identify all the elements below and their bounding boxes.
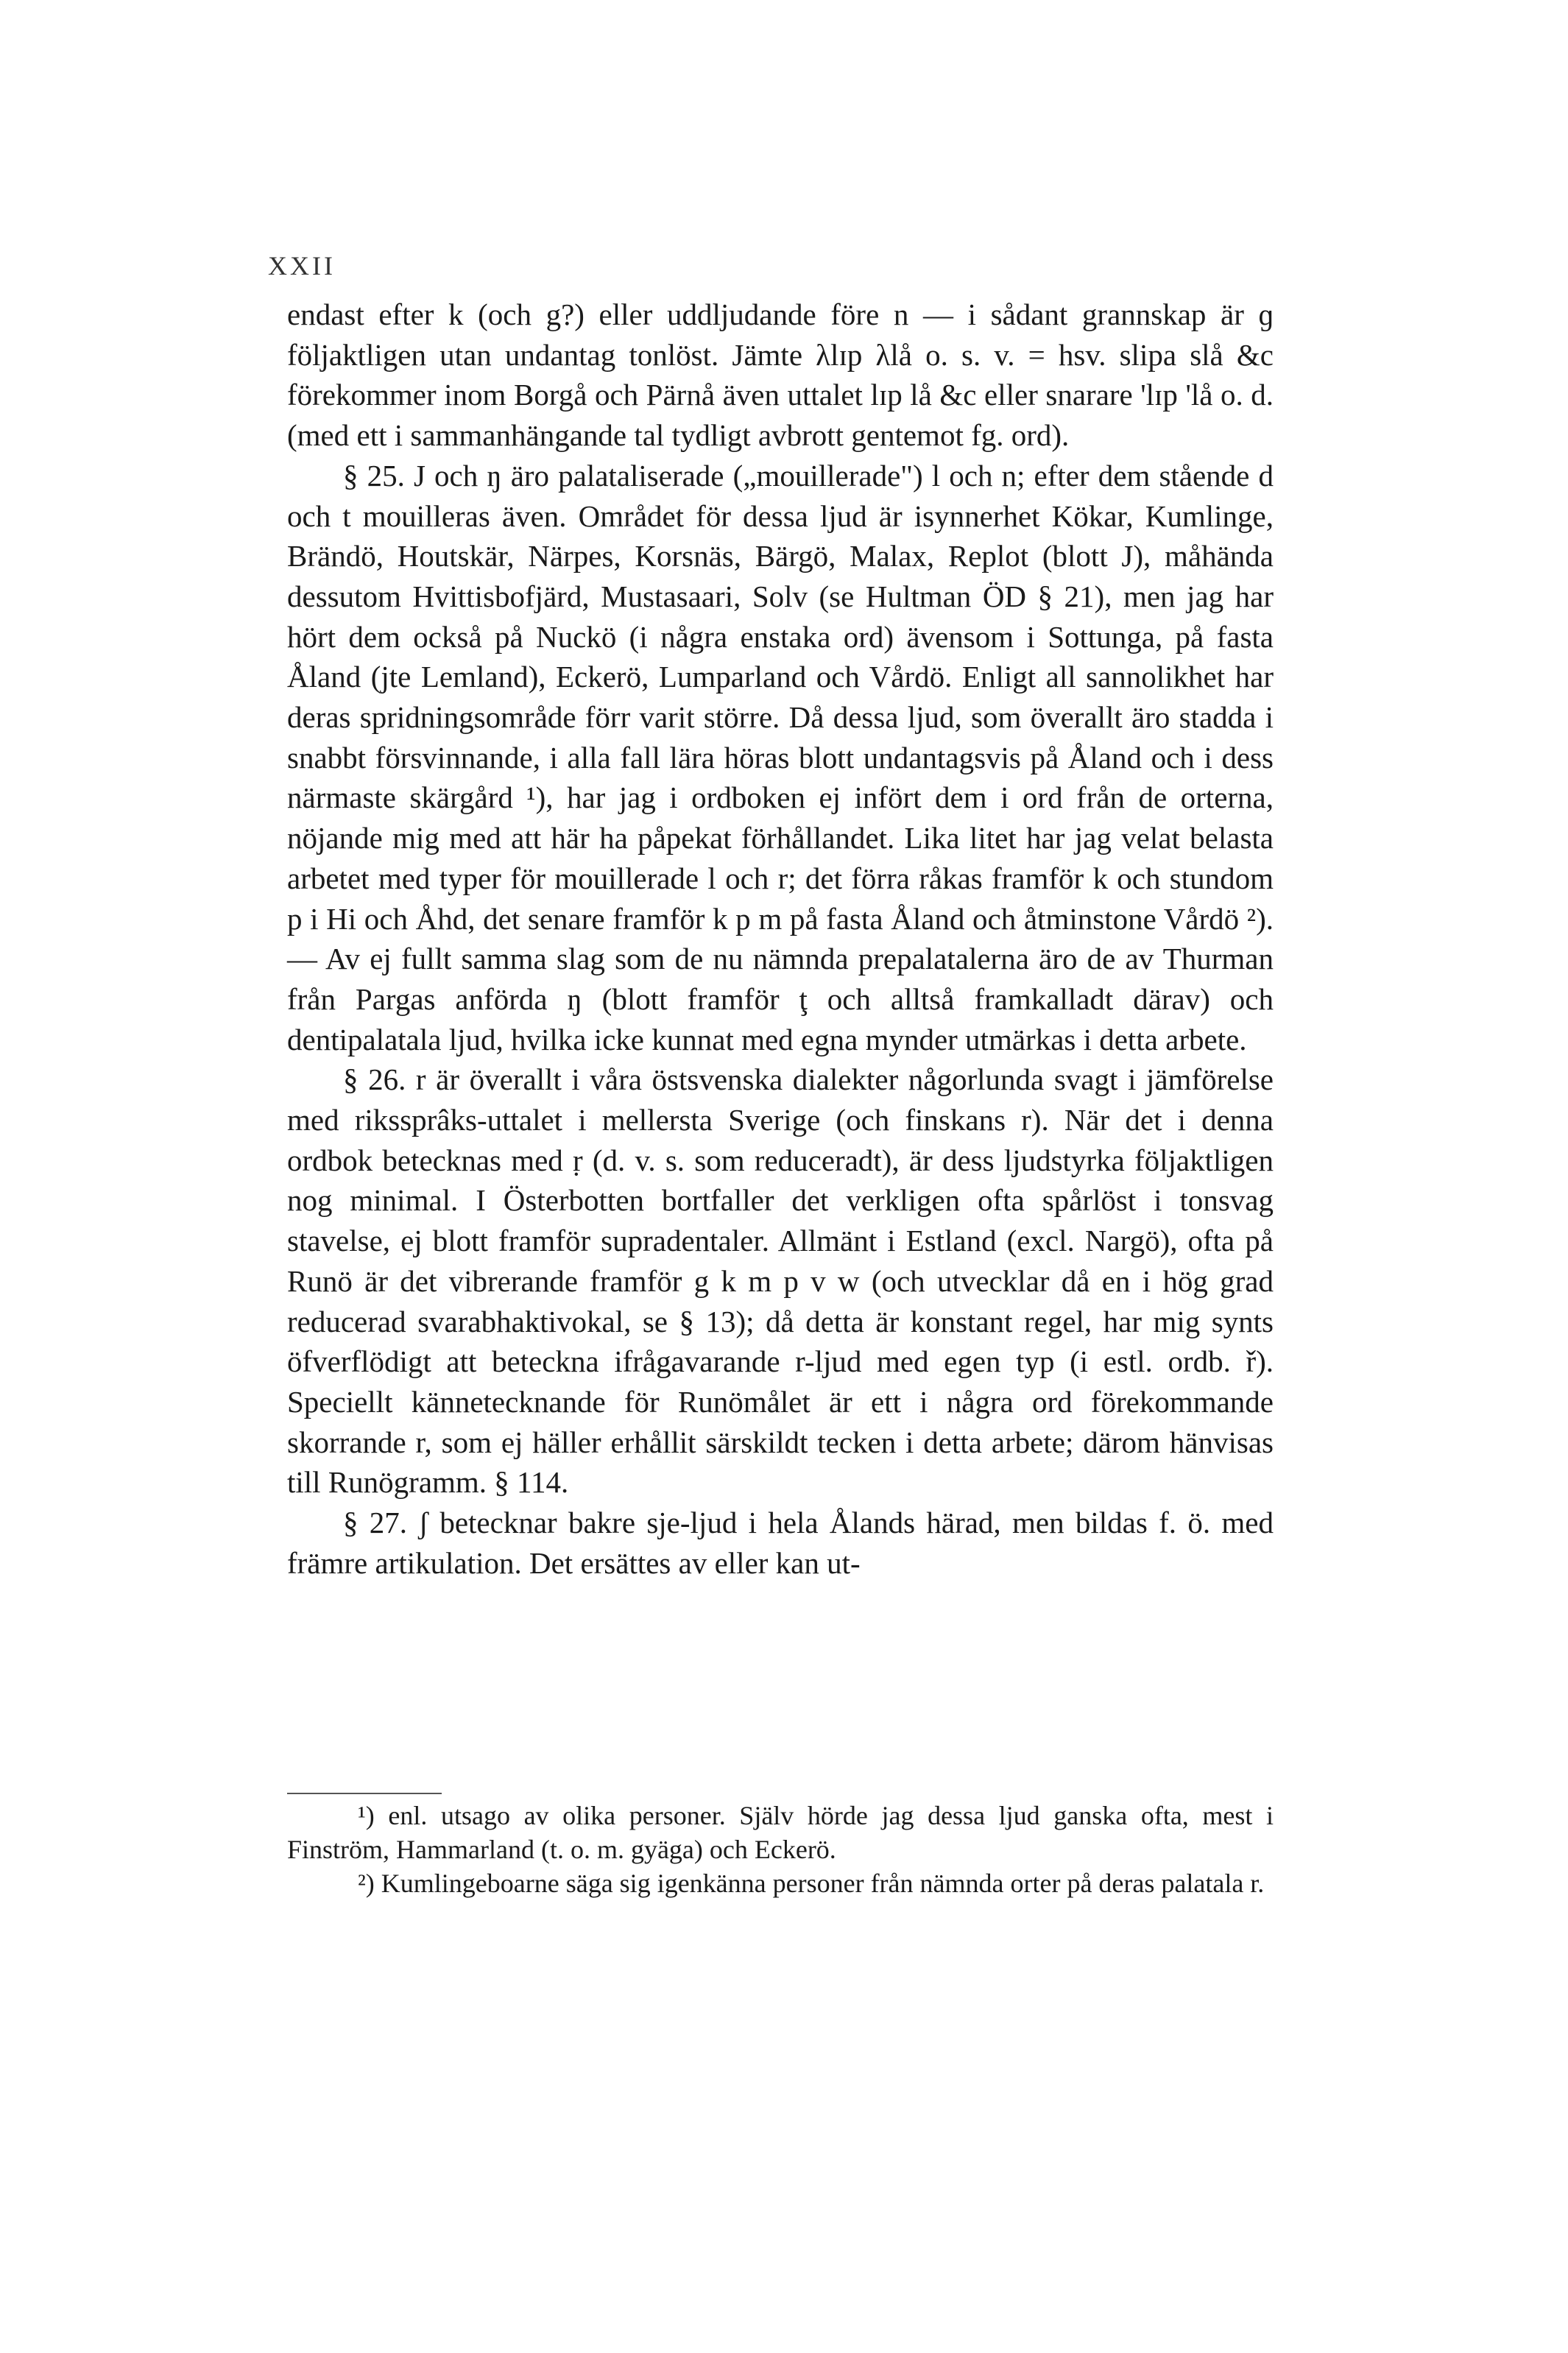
footnote-2: ²) Kumlingeboarne säga sig igenkänna personer från nämnda orter på deras palatala r. — [358, 1869, 1265, 1898]
paragraph-section-26: § 26. r är överallt i våra östsvenska dialekter någorlunda svagt i jämförelse med rikssprâks-uttalet i mellersta Sverige (och finskans r). När det i denna ordbok betecknas med ṛ (d. v. s. som reduceradt), är dess ljudstyrka följaktligen nog minimal. I Österbotten bortfaller det verkligen ofta spårlöst i tonsvag stavelse, ej blott framför supradentaler. Allmänt i Estland (excl. Nargö), ofta på Runö är det vibrerande framför g k m p v w (och utvecklar då en i hög grad reducerad svarabhaktivokal, se § 13); då detta är konstant regel, har mig synts öfverflödigt att beteckna ifrågavarande r-ljud med egen typ (i estl. ordb. ř). Speciellt kännetecknande för Runömålet är ett i några ord förekommande skorrande r, som ej häller erhållit särskildt tecken i detta arbete; därom hänvisas till Runögramm. § 114. — [287, 1062, 1274, 1500]
paragraph-continuation: endast efter k (och g?) eller uddljudande före n — i sådant grannskap är ɡ följaktligen utan undantag tonlöst. Jämte λlɪp λlå o. s. v. = hsv. slipa slå &c förekommer inom Borgå och Pärnå även uttalet lɪp lå &c eller snarare 'lɪp 'lå o. d. (med ett i sammanhängande tal tydligt avbrott gentemot fg. ord). — [287, 297, 1274, 453]
paragraph-section-27: § 27. ʃ betecknar bakre sje-ljud i hela Ålands härad, men bildas f. ö. med främre artikulation. Det ersättes av eller kan ut- — [287, 1506, 1274, 1580]
footnotes — [287, 1799, 1274, 1900]
body-text — [287, 294, 1274, 1584]
footnote-divider — [287, 1793, 442, 1794]
footnote-1: ¹) enl. utsago av olika personer. Själv hörde jag dessa ljud ganska ofta, mest i Finström, Hammarland (t. o. m. gyäga) och Eckerö. — [287, 1801, 1274, 1864]
paragraph-section-25: § 25. J och ŋ äro palataliserade („mouillerade") l och n; efter dem stående d och t mouilleras även. Området för dessa ljud är isynnerhet Kökar, Kumlinge, Brändö, Houtskär, Närpes, Korsnäs, Bärgö, Malax, Replot (blott J), måhända dessutom Hvittisbofjärd, Mustasaari, Solv (se Hultman ÖD § 21), men jag har hört dem också på Nuckö (i några enstaka ord) ävensom i Sottunga, på fasta Åland (jte Lemland), Eckerö, Lumparland och Vårdö. Enligt all sannolikhet har deras spridningsområde förr varit större. Då dessa ljud, som överallt äro stadda i snabbt försvinnande, i alla fall lära höras blott undantagsvis på Åland och i dess närmaste skärgård ¹), har jag i ordboken ej infört dem i ord från de orterna, nöjande mig med att här ha påpekat förhållandet. Lika litet har jag velat belasta arbetet med typer för mouillerade l och r; det förra råkas framför k och stundom p i Hi och Åhd, det senare framför k p m på fasta Åland och åtminstone Vårdö ²). — Av ej fullt samma slag som de nu nämnda prepalatalerna äro de av Thurman från Pargas anförda ŋ (blott framför ţ och alltså framkalladt därav) och dentipalatala ljud, hvilka icke kunnat med egna mynder utmärkas i detta arbete. — [287, 458, 1274, 1056]
page-number: XXII — [268, 251, 336, 281]
